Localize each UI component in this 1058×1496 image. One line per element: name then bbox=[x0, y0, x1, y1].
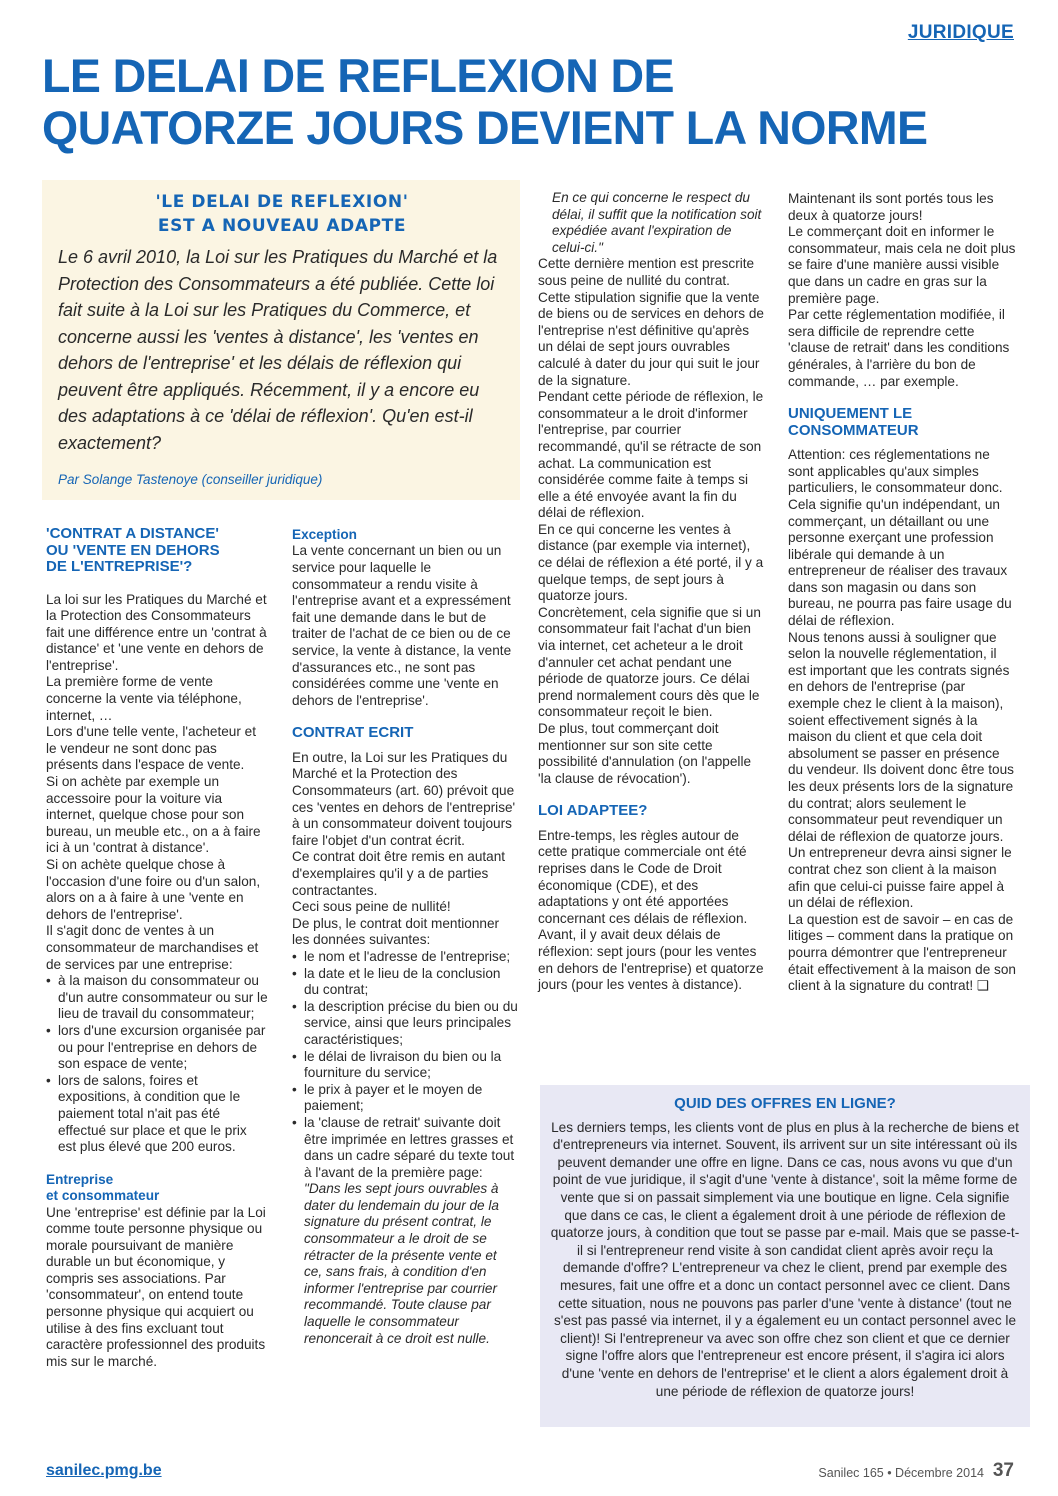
bullet-icon: • bbox=[292, 1048, 297, 1064]
intro-title-line-2: EST A NOUVEAU ADAPTE bbox=[157, 216, 407, 236]
online-offers-body: Les derniers temps, les clients vont de plus en plus à la recherche de biens et d'entrepreneurs via internet. Souvent, ils arrivent sur un site intéressant où ils peuvent demander une offre en ligne. Dans ce cas, nous avons vu que d'un point de vue juridique, il s'agit d'une 'vente à distance', soit la même forme de vente que si on passait simplement via une boutique en ligne. Cela signifie que dans ce cas, le client a également droit à une période de réflexion de quatorze jours, à condition que tout se passe par e-mail. Mais que se passe-t-il si l'entrepreneur rend visite à son candidat client après avoir reçu la demande d'offre? L'entrepreneur va chez le client, prend par exemple des mesures, fait une offre et a donc un contact personnel avec ce client. Dans cette situation, nous ne pouvons pas parler d'une 'vente à distance' (tout ne s'est pas passé via internet, il y a également eu un contact personnel avec le client)! Si l'entrepreneur va avec son offre chez son client et que ce dernier signe l'offre alors que l'entrepreneur est encore présent, il s'agira ici alors d'une 'vente en dehors de l'entreprise' et le client a alors également droit à une période de réflexion de quatorze jours! bbox=[550, 1119, 1020, 1399]
column-3 bbox=[538, 190, 764, 994]
list-item bbox=[292, 949, 518, 966]
paragraph: Ceci sous peine de nullité! bbox=[292, 899, 451, 915]
footer-site-link[interactable]: sanilec.pmg.be bbox=[46, 1462, 162, 1479]
bullet-icon: • bbox=[292, 1114, 297, 1130]
paragraph: La première forme de vente concerne la vente via téléphone, internet, … bbox=[46, 674, 242, 723]
list-item-text: la date et le lieu de la conclusion du contrat; bbox=[304, 965, 501, 998]
list-item-text: le nom et l'adresse de l'entreprise; bbox=[304, 948, 511, 964]
heading-line: CONSOMMATEUR bbox=[788, 421, 919, 439]
column-1 bbox=[46, 526, 268, 1370]
section-tag[interactable]: JURIDIQUE bbox=[907, 22, 1014, 43]
heading-uniquement-consommateur bbox=[788, 406, 1016, 439]
bullet-icon: • bbox=[46, 973, 51, 989]
list-item-text: le délai de livraison du bien ou la fourniture du service; bbox=[304, 1048, 502, 1081]
heading-exception: Exception bbox=[292, 527, 357, 542]
paragraph: Par cette réglementation modifiée, il sera difficile de reprendre cette 'clause de retrait' dans les conditions générales, à l'arrière du bon de commande, … par exemple. bbox=[788, 307, 1010, 389]
paragraph: La vente concernant un bien ou un service pour laquelle le consommateur a rendu visite à l'entreprise avant et a expressément fait une demande dans le but de traiter de l'achat de ce bien ou de ce service, la vente à distance, la vente d'assurances etc., ne sont pas considérées comme une 'vente en dehors de l'entreprise'. bbox=[292, 543, 512, 708]
bullet-icon: • bbox=[292, 998, 297, 1014]
paragraph: De plus, le contrat doit mentionner les données suivantes: bbox=[292, 915, 500, 948]
paragraph: Une 'entreprise' est définie par la Loi comme toute personne physique ou morale poursuivant de manière durable un but économique, y compris ses associations. Par 'consommateur', on entend toute personne physique qui acquiert ou utilise à des fins excluant tout caractère professionnel des produits mis sur le marché. bbox=[46, 1204, 266, 1369]
heading-line: et consommateur bbox=[46, 1188, 160, 1204]
end-square-icon: ❑ bbox=[976, 978, 990, 994]
column-4 bbox=[788, 191, 1016, 995]
list-item-text: la 'clause de retrait' suivante doit être imprimée en lettres grasses et dans un cadre séparé du texte tout à l'avant de la première page: bbox=[304, 1114, 515, 1180]
paragraph: La loi sur les Pratiques du Marché et la Protection des Consommateurs fait une différence entre un 'contrat à distance' et 'une vente en dehors de l'entreprise'. bbox=[46, 591, 267, 673]
column-2 bbox=[292, 527, 518, 1347]
paragraph: Attention: ces réglementations ne sont applicables qu'aux simples particuliers, le consommateur donc. Cela signifie qu'un indépendant, un commerçant, un détaillant ou une personne exerçant une profession libérale qui demande à un entrepreneur de réaliser des travaux dans son magasin ou dans son bureau, ne pourra pas faire usage du délai de réflexion. bbox=[788, 447, 1012, 629]
heading-line: UNIQUEMENT LE bbox=[788, 405, 913, 423]
paragraph: Le commerçant doit en informer le consommateur, mais cela ne doit plus se faire d'une manière aussi visible que dans un cadre en gras sur la première page. bbox=[788, 224, 1016, 306]
bullet-icon: • bbox=[292, 965, 297, 981]
heading-contrat-ecrit: CONTRAT ECRIT bbox=[292, 724, 414, 742]
footer-issue: Sanilec 165 • Décembre 2014 bbox=[818, 1466, 984, 1480]
list-item bbox=[292, 1049, 518, 1082]
paragraph: Entre-temps, les règles autour de cette pratique commerciale ont été reprises dans le Code de Droit économique (CDE), et des adaptations y ont été apportées concernant ces délais de réflexion. Avant, il y avait deux délais de réflexion: sept jours (pour les ventes en dehors de l'entreprise) et quatorze jours (pour les ventes à distance). bbox=[538, 827, 764, 993]
paragraph: En outre, la Loi sur les Pratiques du Marché et la Protection des Consommateurs (art. 60) prévoit que ces 'ventes en dehors de l'entreprise' à un consommateur doivent toujours faire l'objet d'un contrat écrit. bbox=[292, 749, 516, 848]
paragraph: Nous tenons aussi à souligner que selon la nouvelle réglementation, il est important que les contrats signés en dehors de l'entreprise (par exemple chez le client à la maison), soient effectivement signés à la maison du client et que cela doit absolument se passer en présence du vendeur. Ils doivent donc être tous les deux présents lors de la signature du contrat; alors seulement le consommateur peut revendiquer un délai de réflexion de quatorze jours. Un entrepreneur devra ainsi signer le contrat chez son client à la maison afin que celui-ci puisse faire appel à un délai de réflexion. bbox=[788, 629, 1014, 911]
list-item bbox=[292, 999, 518, 1049]
heading-line: 'CONTRAT A DISTANCE' bbox=[46, 525, 219, 542]
list-item-text: lors d'une excursion organisée par ou pour l'entreprise en dehors de son espace de vente; bbox=[58, 1022, 266, 1072]
list-item-text: lors de salons, foires et expositions, à condition que le paiement total n'ait pas été effectué sur place et que le prix est plus élevé que 200 euros. bbox=[58, 1072, 247, 1155]
bullet-icon: • bbox=[46, 1022, 51, 1038]
list-item bbox=[292, 966, 518, 999]
list-item-text: à la maison du consommateur ou d'un autre consommateur ou sur le lieu de travail du consommateur; bbox=[58, 973, 268, 1022]
bullet-icon: • bbox=[292, 1081, 297, 1097]
heading-line: OU 'VENTE EN DEHORS bbox=[46, 541, 220, 559]
heading-entreprise-consommateur bbox=[46, 1172, 268, 1205]
headline bbox=[42, 50, 1032, 154]
list-item bbox=[292, 1115, 518, 1181]
intro-box bbox=[42, 180, 520, 500]
intro-title-line-1: 'LE DELAI DE REFLEXION' bbox=[155, 192, 409, 212]
bullet-icon: • bbox=[292, 948, 297, 964]
paragraph: Si on achète par exemple un accessoire pour la voiture via internet, quelque chose pour son bureau, un meuble etc., on a à faire ici à un 'contrat à distance'. bbox=[46, 774, 261, 856]
paragraph: Cette dernière mention est prescrite sous peine de nullité du contrat. bbox=[538, 256, 755, 288]
list-item bbox=[46, 973, 268, 1023]
heading-contrat-distance bbox=[46, 526, 268, 576]
page-number: 37 bbox=[992, 1460, 1014, 1481]
intro-title bbox=[58, 190, 506, 238]
paragraph: Si on achète quelque chose à l'occasion d'une foire ou d'un salon, alors on a à faire à une 'vente en dehors de l'entreprise'. bbox=[46, 857, 261, 922]
list-item-text: la description précise du bien ou du service, ainsi que leurs principales caractéristiques; bbox=[304, 998, 518, 1047]
paragraph: Il s'agit donc de ventes à un consommateur de marchandises et de services par une entreprise: bbox=[46, 923, 259, 972]
paragraph: Cette stipulation signifie que la vente de biens ou de services en dehors de l'entreprise n'est définitive qu'après un délai de sept jours ouvrables calculé à dater du jour qui suit le jour de la signature. bbox=[538, 289, 764, 388]
list-item bbox=[292, 1082, 518, 1115]
paragraph: Pendant cette période de réflexion, le consommateur a le droit d'informer l'entreprise, par courrier recommandé, qu'il se rétracte de son achat. La communication est considérée comme faite à temps si elle a été envoyée avant la fin du délai de réflexion. bbox=[538, 389, 764, 521]
paragraph: Lors d'une telle vente, l'acheteur et le vendeur ne sont donc pas présents dans l'espace de vente. bbox=[46, 724, 256, 773]
heading-loi-adaptee: LOI ADAPTEE? bbox=[538, 802, 648, 820]
list-item-text: le prix à payer et le moyen de paiement; bbox=[304, 1081, 483, 1114]
clause-quote-end: En ce qui concerne le respect du délai, il suffit que la notification soit expédiée avant l'expiration de celui-ci." bbox=[552, 190, 762, 255]
paragraph: Maintenant ils sont portés tous les deux à quatorze jours! bbox=[788, 191, 994, 223]
online-offers-title: QUID DES OFFRES EN LIGNE? bbox=[674, 1095, 896, 1112]
headline-line-2: QUATORZE JOURS DEVIENT LA NORME bbox=[42, 101, 928, 154]
paragraph: Ce contrat doit être remis en autant d'exemplaires qu'il y a de parties contractantes. bbox=[292, 849, 506, 898]
bullet-icon: • bbox=[46, 1072, 51, 1088]
heading-line: Entreprise bbox=[46, 1171, 114, 1187]
paragraph-text: La question est de savoir – en cas de litiges – comment dans la pratique on pourra démontrer que l'entrepreneur était effectivement à la maison de son client à la signature du contrat! bbox=[788, 911, 1016, 994]
paragraph: De plus, tout commerçant doit mentionner sur son site cette possibilité d'annulation (on l'appelle 'la clause de révocation'). bbox=[538, 721, 752, 786]
headline-line-1: LE DELAI DE REFLEXION DE bbox=[42, 49, 674, 102]
intro-lead: Le 6 avril 2010, la Loi sur les Pratiques du Marché et la Protection des Consommateurs a été publiée. Cette loi fait suite à la Loi sur les Pratiques du Commerce, et concerne aussi les 'ventes à distance', les 'ventes en dehors de l'entreprise' et les délais de réflexion qui peuvent être appliqués. Récemment, il y a encore eu des adaptations à ce 'délai de réflexion'. Qu'en est-il exactement? bbox=[58, 247, 498, 453]
list-item bbox=[46, 1023, 268, 1073]
intro-author: Par Solange Tastenoye (conseiller juridique) bbox=[58, 472, 323, 487]
paragraph: En ce qui concerne les ventes à distance (par exemple via internet), ce délai de réflexion a été porté, il y a quelque temps, de sept jours à quatorze jours. bbox=[538, 521, 764, 604]
paragraph bbox=[788, 912, 1016, 995]
heading-line: DE L'ENTREPRISE'? bbox=[46, 558, 193, 575]
paragraph: Concrètement, cela signifie que si un consommateur fait l'achat d'un bien via internet, cet acheteur a le droit d'annuler cet achat pendant une période de quatorze jours. Ce délai prend normalement cours dès que le consommateur reçoit le bien. bbox=[538, 604, 761, 720]
clause-quote: "Dans les sept jours ouvrables à dater du lendemain du jour de la signature du présent contrat, le consommateur a le droit de se rétracter de la présente vente et ce, sans frais, à condition d'en informer l'entreprise par courrier recommandé. Toute clause par laquelle le consommateur renoncerait à ce droit est nulle. bbox=[304, 1181, 499, 1346]
list-item bbox=[46, 1073, 268, 1156]
online-offers-box bbox=[540, 1085, 1030, 1427]
